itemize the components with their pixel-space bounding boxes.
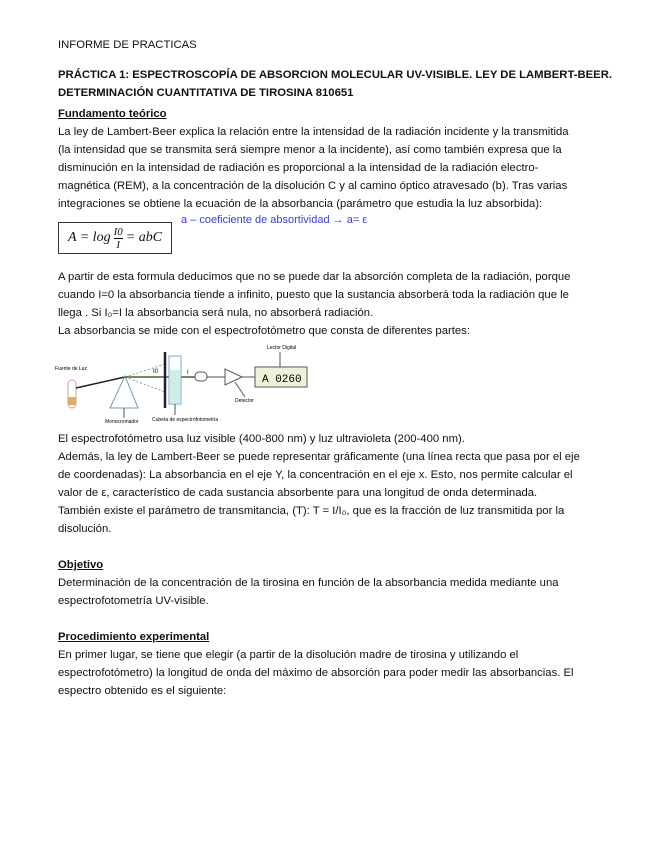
title-line: PRÁCTICA 1: ESPECTROSCOPÍA DE ABSORCION MOLECULAR UV-VISIBLE. LEY DE LAMBERT-BEER. [58, 69, 613, 81]
label-light-source: Fuente de Luz [55, 366, 87, 372]
reader-value: A 0260 [262, 374, 302, 386]
text-line: llega . Si I₀=I la absorbancia será nula, no absorberá radiación. [58, 307, 374, 319]
text-line: La ley de Lambert-Beer explica la relación entre la intensidad de la radiación incidente y la transmitida [58, 126, 569, 138]
lambert-beer-formula [58, 222, 172, 254]
fundamento-section [58, 105, 618, 213]
title-line: DETERMINACIÓN CUANTITATIVA DE TIROSINA 810651 [58, 87, 354, 99]
label-cuvette: Cubeta de espectrofotometría [152, 417, 219, 423]
text-line: valor de ε, característico de cada sustancia absorbente para una longitud de onda determinada. [58, 487, 538, 499]
text-line: La absorbancia se mide con el espectrofotómetro que consta de diferentes partes: [58, 325, 470, 337]
text-line: disolución. [58, 523, 112, 535]
label-i: I [187, 370, 189, 376]
text-line: En primer lugar, se tiene que elegir (a partir de la disolución madre de tirosina y utilizando el [58, 649, 519, 661]
text-line: También existe el parámetro de transmitancia, (T): T = I/I₀, que es la fracción de luz transmitida por la [58, 505, 565, 517]
formula-numerator: I0 [113, 225, 123, 238]
text-line: disminución en la intensidad de radiación es proporcional a la intensidad de la radiación electro- [58, 162, 539, 174]
formula-denominator: I [116, 238, 120, 251]
label-monochromator: Monocromador [105, 419, 139, 425]
section-heading: Fundamento teórico [58, 108, 167, 120]
text-line: magnética (REM), a la concentración de la disolución C y al camino óptico atravesado (b). Tras varias [58, 180, 568, 192]
objetivo-section [58, 556, 618, 610]
section-heading: Objetivo [58, 559, 104, 571]
spectrophotometer-diagram [55, 340, 315, 425]
paragraph [58, 268, 618, 340]
text-line: (la intensidad que se transmita será siempre menor a la incidente), así como también expresa que la [58, 144, 562, 156]
text-line: integraciones se obtiene la ecuación de la absorbancia (parámetro que estudia la luz absorbida): [58, 198, 543, 210]
formula-rhs: = abC [125, 230, 163, 245]
practice-title [58, 66, 618, 102]
text-line: espectro obtenido es el siguiente: [58, 685, 227, 697]
text-line: cuando I=0 la absorbancia tiende a infinito, puesto que la sustancia absorberá toda la radiación que le [58, 289, 569, 301]
text-line: espectrofotometría UV-visible. [58, 595, 209, 607]
sensor-icon [195, 372, 207, 381]
procedimiento-section [58, 628, 618, 700]
paragraph [58, 430, 618, 538]
formula-lhs: A = log [67, 230, 111, 245]
label-reader: Lector Digital [267, 345, 297, 351]
formula-note: a – coeficiente de absortividad → a= ε [181, 214, 368, 226]
text-line: Además, la ley de Lambert-Beer se puede representar gráficamente (una línea recta que pasa por el eje [58, 451, 580, 463]
label-detector: Detector [235, 398, 254, 404]
text-line: de coordenadas): La absorbancia en el eje Y, la concentración en el eje x. Esto, nos permite calcular el [58, 469, 573, 481]
label-i0: I0 [153, 369, 159, 375]
section-heading: Procedimiento experimental [58, 631, 210, 643]
amplifier-icon [225, 369, 242, 385]
text-line: A partir de esta formula deducimos que no se puede dar la absorción completa de la radiación, porque [58, 271, 571, 283]
text-line: espectrofotómetro) la longitud de onda del máximo de absorción para poder medir las absorbancias. El [58, 667, 574, 679]
text-line: Determinación de la concentración de la tirosina en función de la absorbancia medida mediante una [58, 577, 559, 589]
text-line: El espectrofotómetro usa luz visible (400-800 nm) y luz ultravioleta (200-400 nm). [58, 433, 465, 445]
header: INFORME DE PRACTICAS [58, 39, 197, 51]
